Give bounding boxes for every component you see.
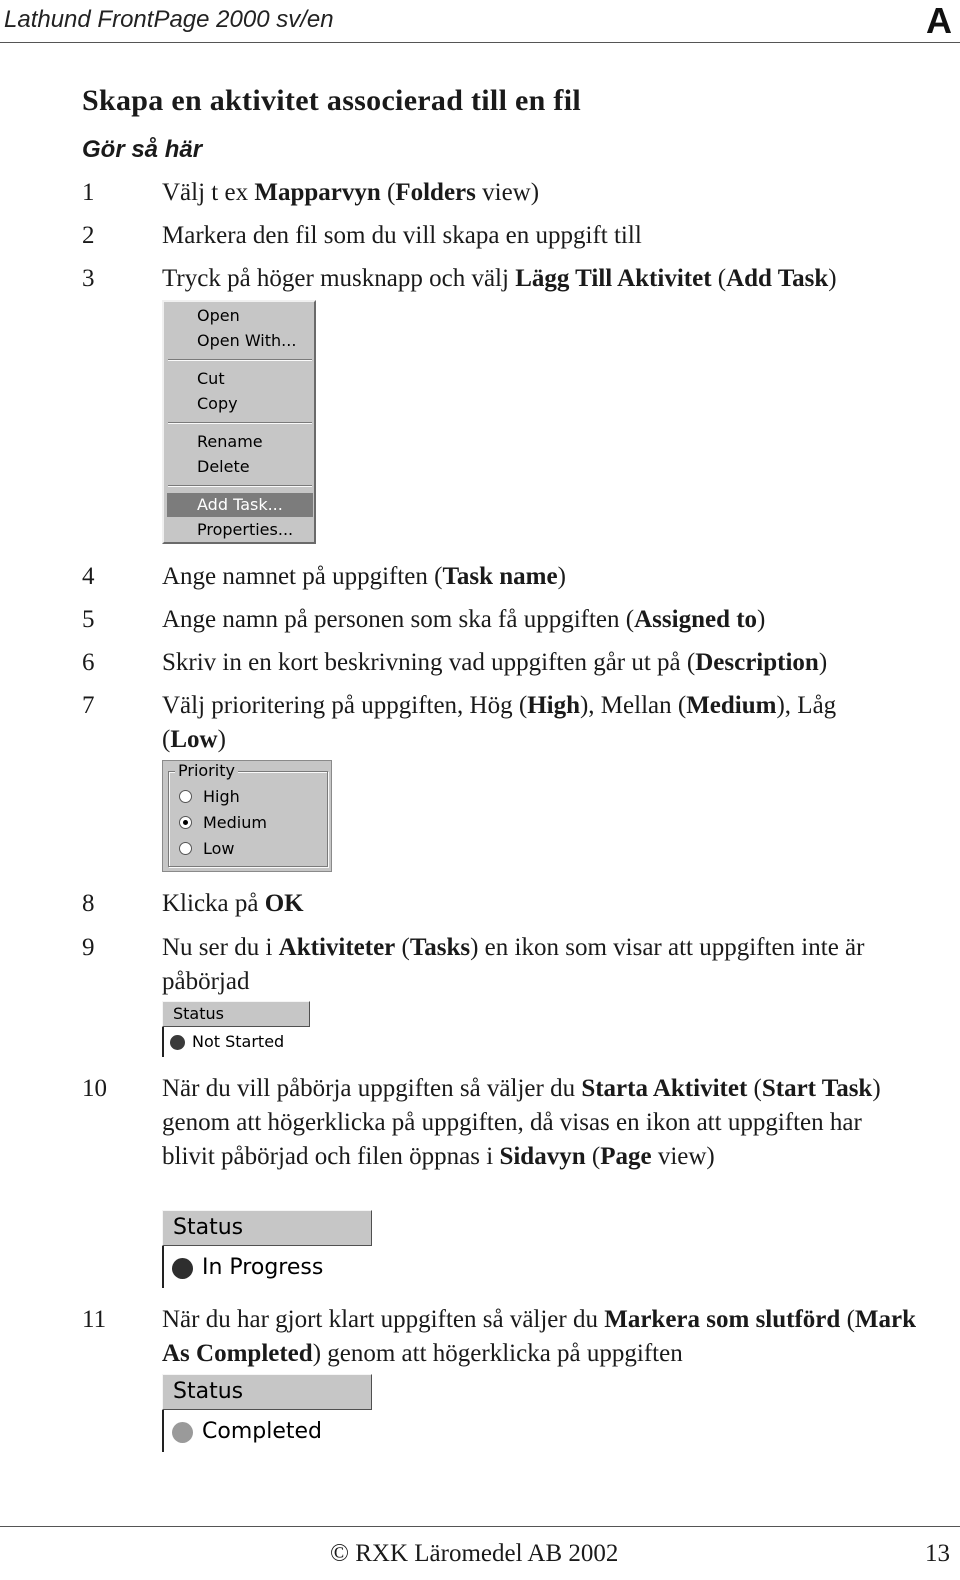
step-text-segment: Skriv in en kort beskrivning vad uppgiften går ut på ( bbox=[162, 649, 696, 676]
step-text-segment: Markera som slutförd bbox=[604, 1306, 841, 1333]
page-title: Skapa en aktivitet associerad till en fil bbox=[82, 84, 581, 117]
menu-separator bbox=[168, 485, 312, 487]
step-text-segment: ( bbox=[395, 934, 410, 961]
step-text-segment: ) genom att högerklicka på uppgiften bbox=[312, 1340, 683, 1367]
step-text-segment: ) bbox=[828, 265, 837, 292]
status-not-started bbox=[162, 1001, 310, 1057]
status-cell: Not Started bbox=[162, 1027, 310, 1057]
step-text-segment: Ange namnet på uppgiften ( bbox=[162, 563, 443, 590]
step-text-segment: Starta Aktivitet bbox=[581, 1075, 748, 1102]
status-cell: In Progress bbox=[162, 1246, 372, 1288]
step-text-segment: Markera den fil som du vill skapa en uppgift till bbox=[162, 222, 642, 249]
step-text-segment: Folders bbox=[395, 179, 476, 206]
step-text-segment: ) bbox=[818, 649, 828, 676]
header-title: Lathund FrontPage 2000 sv/en bbox=[4, 6, 334, 33]
step-text-segment: Välj t ex bbox=[162, 179, 255, 206]
step-text-segment: OK bbox=[264, 890, 304, 917]
step-text-segment: ( bbox=[585, 1143, 601, 1170]
step-text-segment: Välj prioritering på uppgiften, Hög ( bbox=[162, 692, 528, 719]
step-text-segment: ) bbox=[757, 606, 766, 633]
step-text-segment: ( bbox=[747, 1075, 762, 1102]
menu-item-delete[interactable]: Delete bbox=[197, 457, 250, 476]
menu-item-open-with[interactable]: Open With... bbox=[197, 331, 297, 350]
radio-medium[interactable] bbox=[179, 816, 192, 829]
radio-low[interactable] bbox=[179, 842, 192, 855]
step-text-segment: view) bbox=[475, 179, 540, 206]
step-text-segment: Nu ser du i bbox=[162, 934, 279, 961]
menu-item-add-task[interactable]: Add Task... bbox=[167, 493, 313, 517]
step-text-segment: Mark As Completed bbox=[162, 1306, 916, 1367]
step-text-segment: Sidavyn bbox=[499, 1143, 586, 1170]
step-text-segment: Task name bbox=[442, 563, 558, 590]
step-text-segment: Medium bbox=[686, 692, 777, 719]
menu-item-cut[interactable]: Cut bbox=[197, 369, 225, 388]
step-text-segment: Low bbox=[170, 726, 218, 753]
step-text-segment: ), Mellan ( bbox=[579, 692, 687, 719]
completed-icon bbox=[172, 1422, 193, 1443]
step-text-segment: ) en ikon som visar att uppgiften inte är påbörjad bbox=[162, 934, 865, 995]
menu-item-properties[interactable]: Properties... bbox=[197, 520, 294, 539]
step-text-segment: ) bbox=[217, 726, 226, 753]
step-text-segment: High bbox=[527, 692, 580, 719]
step-text-segment: Page bbox=[600, 1143, 652, 1170]
context-menu bbox=[162, 300, 316, 544]
status-column-header[interactable]: Status bbox=[162, 1210, 372, 1246]
step-text-segment: Aktiviteter bbox=[278, 934, 396, 961]
step-text-segment: Description bbox=[695, 649, 819, 676]
in-progress-icon bbox=[172, 1258, 193, 1279]
radio-high[interactable] bbox=[179, 790, 192, 803]
step-text-segment: Assigned to bbox=[634, 606, 758, 633]
section-letter: A bbox=[926, 0, 952, 41]
step-text-segment: ( bbox=[380, 179, 396, 206]
step-text-segment: Add Task bbox=[726, 265, 829, 292]
priority-group: Priority High Medium Low bbox=[162, 760, 332, 872]
step-text-segment: När du vill påbörja uppgiften så väljer du bbox=[162, 1075, 582, 1102]
step-text-segment: Klicka på bbox=[162, 890, 265, 917]
priority-legend: Priority bbox=[175, 761, 238, 781]
menu-separator bbox=[168, 359, 312, 361]
step-text-segment: ( bbox=[711, 265, 727, 292]
step-text-segment: Mapparvyn bbox=[254, 179, 381, 206]
page-subtitle: Gör så här bbox=[82, 136, 203, 163]
page-number: 13 bbox=[925, 1540, 950, 1567]
page-header bbox=[0, 0, 960, 43]
step-text-segment: Tryck på höger musknapp och välj bbox=[162, 265, 516, 292]
menu-item-open[interactable]: Open bbox=[197, 306, 240, 325]
status-column-header[interactable]: Status bbox=[162, 1374, 372, 1410]
step-text-segment: ) bbox=[557, 563, 566, 590]
footer-divider bbox=[0, 1526, 960, 1527]
status-column-header[interactable]: Status bbox=[162, 1001, 310, 1027]
step-text-segment: Start Task bbox=[761, 1075, 873, 1102]
step-text-segment: Lägg Till Aktivitet bbox=[515, 265, 712, 292]
menu-separator bbox=[168, 422, 312, 424]
status-cell: Completed bbox=[162, 1410, 372, 1452]
step-text-segment: ( bbox=[840, 1306, 855, 1333]
step-text-segment: När du har gjort klart uppgiften så väljer du bbox=[162, 1306, 605, 1333]
status-completed bbox=[162, 1374, 372, 1452]
not-started-icon bbox=[170, 1035, 185, 1050]
step-text-segment: Ange namn på personen som ska få uppgiften ( bbox=[162, 606, 635, 633]
step-text-segment: view) bbox=[651, 1143, 715, 1170]
step-text-segment: Tasks bbox=[409, 934, 471, 961]
footer-copyright: © RXK Läromedel AB 2002 bbox=[330, 1540, 619, 1567]
step-text-segment: ), Låg ( bbox=[162, 692, 837, 753]
menu-item-copy[interactable]: Copy bbox=[197, 394, 238, 413]
menu-item-rename[interactable]: Rename bbox=[197, 432, 263, 451]
status-in-progress bbox=[162, 1210, 372, 1288]
step-text-segment: ) genom att högerklicka på uppgiften, då visas en ikon att uppgiften har blivit påbörjad och filen öppnas i bbox=[162, 1075, 881, 1170]
